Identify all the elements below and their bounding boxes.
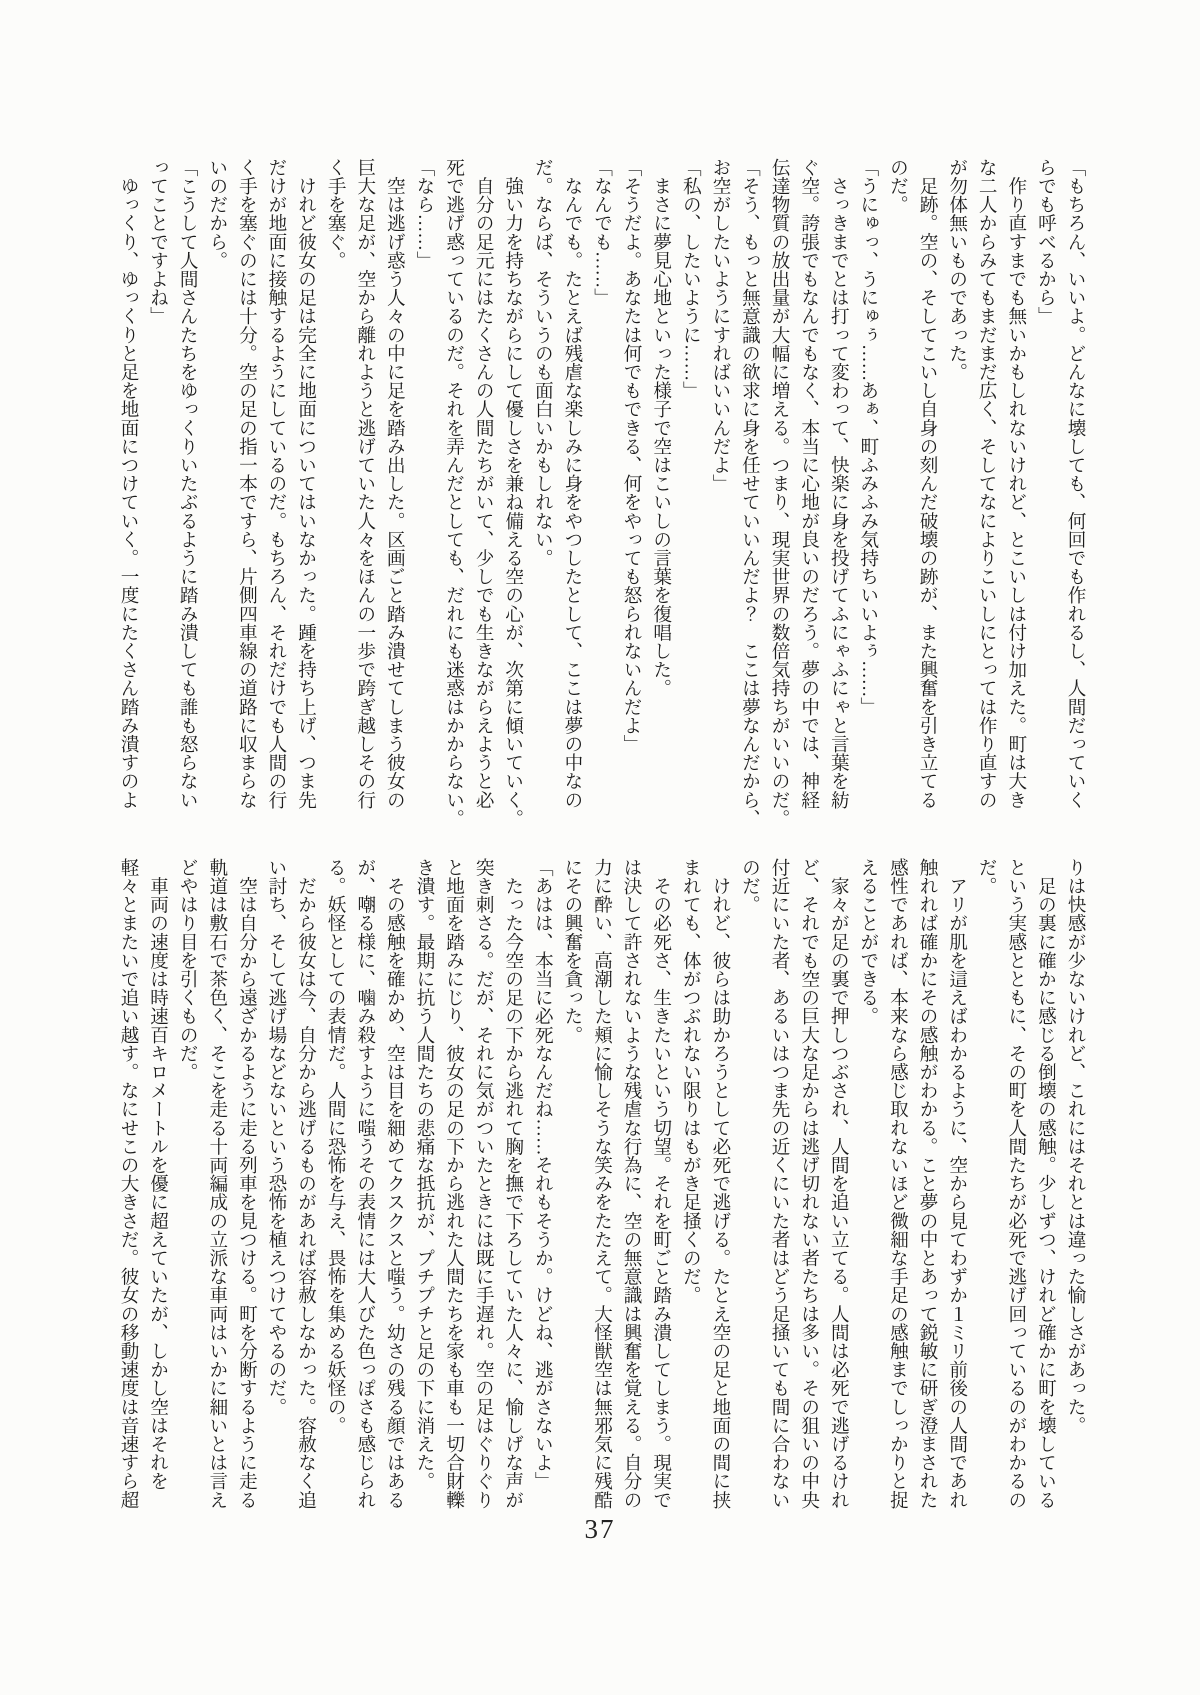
text-column: る。妖怪としての表情だ。人間に恐怖を与え、畏怖を集める妖怪の。 <box>325 858 347 1435</box>
text-column: けれど彼女の足は完全に地面についてはいなかった。踵を持ち上げ、つま先 <box>295 158 317 809</box>
text-column: 付近にいた者、あるいはつま先の近くにいた者はどう足掻いても間に合わない <box>769 858 791 1509</box>
text-column: 「もちろん、いいよ。どんなに壊しても、何回でも作れるし、人間だっていく <box>1065 158 1086 809</box>
text-column: 触れれば確かにその感触がわかる。こと夢の中とあって鋭敏に研ぎ澄まされた <box>917 858 939 1509</box>
text-column: い討ち、そして逃げ場などないという恐怖を植えつけてやるのだ。 <box>265 858 287 1416</box>
text-column: だ。ならば、そういうのも面白いかもしれない。 <box>532 158 554 568</box>
text-column: 伝達物質の放出量が大幅に増える。つまり、現実世界の数倍気持ちがいいのだ。 <box>769 158 791 828</box>
text-column: は決して許されないような残虐な行為に、空の無意識は興奮を覚える。自分の <box>621 858 643 1509</box>
text-column: が勿体無いものであった。 <box>946 158 968 382</box>
text-column: 巨大な足が、空から離れようと逃げていた人々をほんの一歩で跨ぎ越しその行 <box>354 158 376 809</box>
text-column: 「私の、したいように……」 <box>680 158 702 400</box>
top-text-block <box>112 158 1090 828</box>
text-column: と地面を踏みにじり、彼女の足の下から逃れた人間たちを家も車も一切合財轢 <box>443 858 465 1509</box>
text-column: 「うにゅっ、うにゅぅ……あぁ、町ふみふみ気持ちいいよぅ……」 <box>857 158 879 716</box>
text-column: 空は自分から遠ざかるように走る列車を見つける。町を分断するように走る <box>236 858 258 1509</box>
text-column: 「あはは、本当に必死なんだね……それもそうか。けどね、逃がさないよ」 <box>532 858 554 1491</box>
text-column: という実感とともに、その町を人間たちが必死で逃げ回っているのがわかるの <box>1005 858 1027 1509</box>
text-column: 「そう、もっと無意識の欲求に身を任せていいんだよ？ ここは夢なんだから、 <box>739 158 761 828</box>
text-column: まさに夢見心地といった様子で空はこいしの言葉を復唱した。 <box>650 158 672 698</box>
text-column: 空は逃げ惑う人々の中に足を踏み出した。区画ごと踏み潰せてしまう彼女の <box>384 158 406 809</box>
text-column: が、嘲る様に、噛み殺すように嗤うその表情には大人びた色っぽさも感じられ <box>354 858 376 1509</box>
text-column: き潰す。最期に抗う人間たちの悲痛な抵抗が、プチプチと足の下に消えた。 <box>413 858 435 1491</box>
text-column: ぐ空。誇張でもなんでもなく、本当に心地が良いのだろう。夢の中では、神経 <box>798 158 820 809</box>
text-column: 「そうだよ。あなたは何でもできる、何をやっても怒られないんだよ」 <box>621 158 643 754</box>
text-column: だけが地面に接触するようにしているのだ。もちろん、それだけでも人間の行 <box>265 158 287 809</box>
text-column: のだ。 <box>739 858 761 914</box>
text-column: いのだから。 <box>206 158 228 270</box>
text-column: まれても、体がつぶれない限りはもがき足掻くのだ。 <box>680 858 702 1305</box>
text-column: りは快感が少ないけれど、これにはそれとは違った愉しさがあった。 <box>1065 858 1086 1435</box>
text-column: ってことですよね」 <box>147 158 169 326</box>
text-column: く手を塞ぐのには十分。空の足の指一本ですら、片側四車線の道路に収まらな <box>236 158 258 809</box>
text-column: けれど、彼らは助かろうとして必死で逃げる。たとえ空の足と地面の間に挟 <box>709 858 731 1509</box>
text-column: その感触を確かめ、空は目を細めてクスクスと嗤う。幼さの残る顔ではある <box>384 858 406 1509</box>
text-column: 車両の速度は時速百キロメートルを優に超えていたが、しかし空はそれを <box>147 858 169 1491</box>
text-column: 「なら……」 <box>413 158 435 270</box>
text-column: どやはり目を引くものだ。 <box>177 858 199 1082</box>
text-column: なんでも。たとえば残虐な楽しみに身をやつしたとして、ここは夢の中なの <box>561 158 583 809</box>
text-column: ゆっくり、ゆっくりと足を地面につけていく。一度にたくさん踏み潰すのよ <box>118 158 139 809</box>
text-column: だ。 <box>976 858 998 896</box>
bottom-text-block <box>112 858 1090 1518</box>
text-column: その必死さ、生きたいという切望。それを町ごと踏み潰してしまう。現実で <box>650 858 672 1509</box>
text-column: 家々が足の裏で押しつぶされ、人間を追い立てる。人間は必死で逃げるけれ <box>828 858 850 1509</box>
text-column: アリが肌を這えばわかるように、空から見てわずか１ミリ前後の人間であれ <box>946 858 968 1509</box>
text-column: 感性であれば、本来なら感じ取れないほど微細な手足の感触までしっかりと捉 <box>887 858 909 1509</box>
text-column: く手を塞ぐ。 <box>325 158 347 270</box>
page-number: 37 <box>584 1514 616 1544</box>
text-column: 突き刺さる。だが、それに気がついたときには既に手遅れ。空の足はぐりぐり <box>473 858 495 1509</box>
text-column: 足跡。空の、そしてこいし自身の刻んだ破壊の跡が、また興奮を引き立てる <box>917 158 939 809</box>
text-column: 強い力を持ちながらにして優しさを兼ね備える空の心が、次第に傾いていく。 <box>502 158 524 828</box>
text-column: 力に酔い、高潮した頬に愉しそうな笑みをたたえて。大怪獣空は無邪気に残酷 <box>591 858 613 1509</box>
text-column: 「こうして人間さんたちをゆっくりいたぶるように踏み潰しても誰も怒らない <box>177 158 199 809</box>
text-column: ど、それでも空の巨大な足からは逃げ切れない者たちは多い。その狙いの中央 <box>798 858 820 1509</box>
text-column: 作り直すまでも無いかもしれないけれど、とこいしは付け加えた。町は大き <box>1005 158 1027 809</box>
text-column: にその興奮を貪った。 <box>561 858 583 1044</box>
text-column: 死で逃げ惑っているのだ。それを弄んだとしても、だれにも迷惑はかからない。 <box>443 158 465 828</box>
text-column: えることができる。 <box>857 858 879 1026</box>
text-column: だから彼女は今、自分から逃げるものがあれば容赦しなかった。容赦なく追 <box>295 858 317 1509</box>
text-column: 軌道は敷石で茶色く、そこを走る十両編成の立派な車両はいかに細いとは言え <box>206 858 228 1509</box>
text-column: らでも呼べるから」 <box>1035 158 1057 326</box>
text-column: 軽々とまたいで追い越す。なにせこの大きさだ。彼女の移動速度は音速すら超 <box>118 858 139 1509</box>
text-column: お空がしたいようにすればいいんだよ」 <box>709 158 731 493</box>
text-column: たった今空の足の下から逃れて胸を撫で下ろしていた人々に、愉しげな声が <box>502 858 524 1509</box>
text-column: さっきまでとは打って変わって、快楽に身を投げてふにゃふにゃと言葉を紡 <box>828 158 850 809</box>
text-column: 「なんでも……」 <box>591 158 613 307</box>
text-column: のだ。 <box>887 158 909 214</box>
text-column: 足の裏に確かに感じる倒壊の感触。少しずつ、けれど確かに町を壊している <box>1035 858 1057 1509</box>
text-column: な二人からみてもまだまだ広く、そしてなによりこいしにとっては作り直すの <box>976 158 998 809</box>
text-column: 自分の足元にはたくさんの人間たちがいて、少しでも生きながらえようと必 <box>473 158 495 809</box>
